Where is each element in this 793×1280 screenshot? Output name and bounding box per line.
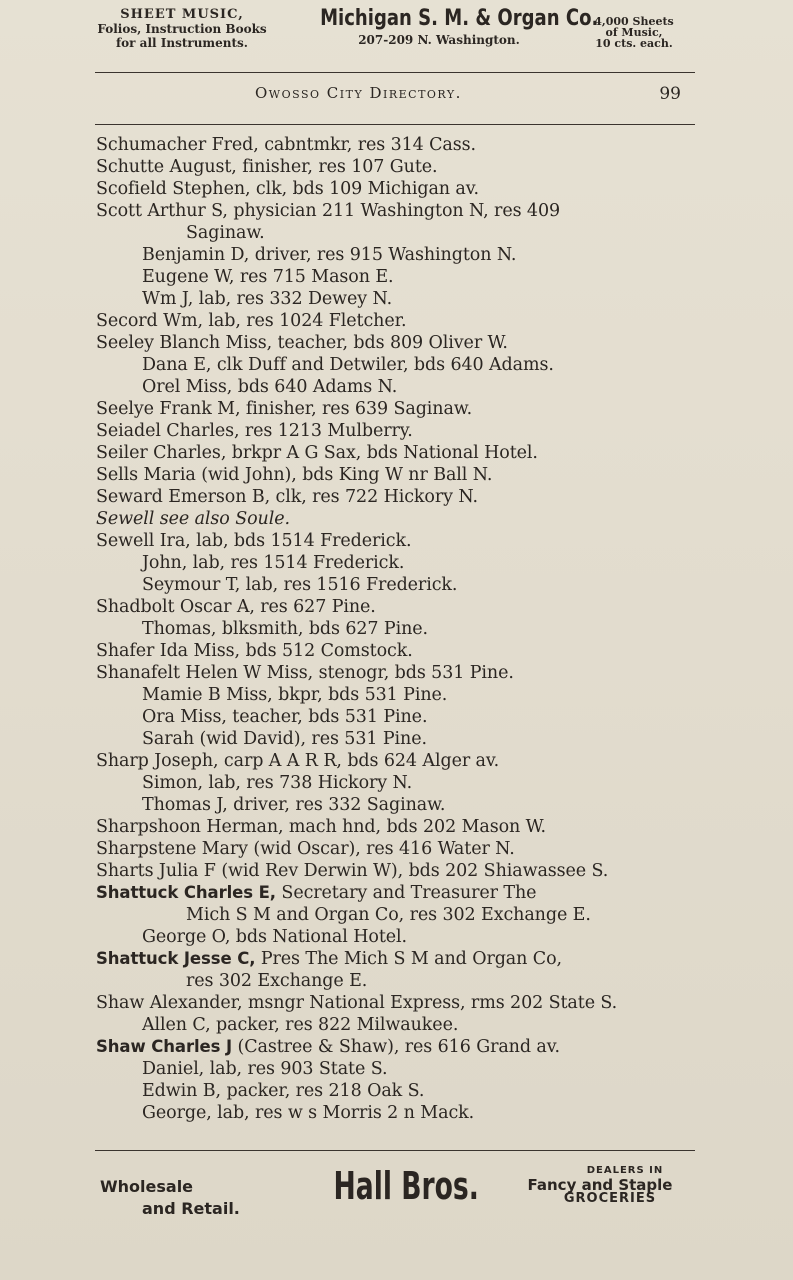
directory-entry: Benjamin D, driver, res 915 Washington N. <box>142 245 517 265</box>
directory-entry: Shadbolt Oscar A, res 627 Pine. <box>96 597 376 617</box>
directory-entry: Seymour T, lab, res 1516 Frederick. <box>142 575 458 595</box>
footer-ad-right <box>500 1164 700 1206</box>
directory-entry: Edwin B, packer, res 218 Oak S. <box>142 1081 425 1101</box>
page-number: 99 <box>659 84 681 104</box>
directory-entry: Schutte August, finisher, res 107 Gute. <box>96 157 438 177</box>
running-head-rule <box>95 124 695 125</box>
entry-bold-name: Shaw Charles J <box>96 1037 233 1056</box>
directory-entry: Wm J, lab, res 332 Dewey N. <box>142 289 393 309</box>
directory-entry: George O, bds National Hotel. <box>142 927 407 947</box>
directory-entries <box>96 134 696 1124</box>
directory-entry: Saginaw. <box>186 223 265 243</box>
directory-entry: Thomas J, driver, res 332 Saginaw. <box>142 795 446 815</box>
directory-entry: Mich S M and Organ Co, res 302 Exchange E. <box>186 905 591 925</box>
entry-bold-name: Shattuck Jesse C, <box>96 949 256 968</box>
directory-entry: Thomas, blksmith, bds 627 Pine. <box>142 619 428 639</box>
directory-entry: Seiadel Charles, res 1213 Mulberry. <box>96 421 413 441</box>
directory-entry: Scofield Stephen, clk, bds 109 Michigan av. <box>96 179 479 199</box>
directory-entry: Shanafelt Helen W Miss, stenogr, bds 531 Pine. <box>96 663 514 683</box>
directory-entry: Seiler Charles, brkpr A G Sax, bds National Hotel. <box>96 443 538 463</box>
directory-entry: George, lab, res w s Morris 2 n Mack. <box>142 1103 475 1123</box>
directory-entry: Shaw Alexander, msngr National Express, rms 202 State S. <box>96 993 618 1013</box>
directory-entry <box>96 1036 696 1058</box>
directory-entry: Daniel, lab, res 903 State S. <box>142 1059 388 1079</box>
directory-entry: Ora Miss, teacher, bds 531 Pine. <box>142 707 428 727</box>
running-head <box>95 80 685 106</box>
header-ad-right-line3: 10 cts. each. <box>595 37 673 50</box>
entry-bold-name: Shattuck Charles E, <box>96 883 276 902</box>
footer-advertisement <box>0 1150 793 1240</box>
directory-entry: Mamie B Miss, bkpr, bds 531 Pine. <box>142 685 448 705</box>
directory-entry <box>96 948 696 970</box>
directory-entry: Scott Arthur S, physician 211 Washington N, res 409 <box>96 201 561 221</box>
directory-entry: Orel Miss, bds 640 Adams N. <box>142 377 398 397</box>
footer-ad-brand: Hall Bros. <box>333 1164 479 1208</box>
directory-entry: Dana E, clk Duff and Detwiler, bds 640 Adams. <box>142 355 554 375</box>
directory-entry: Schumacher Fred, cabntmkr, res 314 Cass. <box>96 135 476 155</box>
directory-entry: Eugene W, res 715 Mason E. <box>142 267 394 287</box>
entry-text: (Castree & Shaw), res 616 Grand av. <box>232 1037 560 1057</box>
header-ad-center <box>294 6 599 47</box>
entry-text: Secretary and Treasurer The <box>275 883 537 903</box>
directory-entry: Secord Wm, lab, res 1024 Fletcher. <box>96 311 407 331</box>
directory-entry: John, lab, res 1514 Frederick. <box>142 553 405 573</box>
directory-entry: Shafer Ida Miss, bds 512 Comstock. <box>96 641 413 661</box>
footer-ad-right-line3: GROCERIES <box>563 1191 657 1206</box>
header-ad-company-name: Michigan S. M. & Organ Co. <box>320 6 599 31</box>
directory-entry: Sharts Julia F (wid Rev Derwin W), bds 202 Shiawassee S. <box>96 861 609 881</box>
footer-ad-right-line2: Fancy and Staple <box>527 1176 673 1194</box>
footer-ad-left-line1: Wholesale <box>100 1177 194 1196</box>
header-advertisement <box>0 0 793 70</box>
directory-entry: Sewell see also Soule. <box>96 509 290 529</box>
directory-entry: Sarah (wid David), res 531 Pine. <box>142 729 427 749</box>
directory-entry: res 302 Exchange E. <box>186 971 368 991</box>
footer-ad-right-line1: DEALERS IN <box>586 1165 664 1176</box>
header-ad-right <box>584 16 684 49</box>
directory-entry: Allen C, packer, res 822 Milwaukee. <box>142 1015 459 1035</box>
directory-entry: Sharp Joseph, carp A A R R, bds 624 Alger av. <box>96 751 500 771</box>
directory-entry: Seelye Frank M, finisher, res 639 Saginaw. <box>96 399 473 419</box>
header-ad-address: 207-209 N. Washington. <box>358 33 520 47</box>
header-ad-left-line3: for all Instruments. <box>116 36 248 50</box>
header-ad-left <box>82 8 282 50</box>
entry-text: Pres The Mich S M and Organ Co, <box>255 949 562 969</box>
header-ad-left-line1: SHEET MUSIC, <box>120 7 244 22</box>
footer-ad-left <box>100 1176 300 1220</box>
header-rule <box>95 72 695 73</box>
header-ad-right-line2: of Music, <box>605 26 663 39</box>
directory-entry: Seward Emerson B, clk, res 722 Hickory N. <box>96 487 478 507</box>
directory-entry: Sells Maria (wid John), bds King W nr Ball N. <box>96 465 493 485</box>
header-ad-right-line1: 4,000 Sheets <box>594 15 674 28</box>
header-ad-left-line2: Folios, Instruction Books <box>97 22 267 36</box>
directory-entry <box>96 882 696 904</box>
directory-entry: Seeley Blanch Miss, teacher, bds 809 Oliver W. <box>96 333 508 353</box>
directory-entry: Sharpstene Mary (wid Oscar), res 416 Water N. <box>96 839 515 859</box>
footer-ad-left-line2: and Retail. <box>142 1199 240 1218</box>
directory-entry: Sewell Ira, lab, bds 1514 Frederick. <box>96 531 412 551</box>
directory-entry: Sharpshoon Herman, mach hnd, bds 202 Mason W. <box>96 817 546 837</box>
directory-entry: Simon, lab, res 738 Hickory N. <box>142 773 413 793</box>
running-head-title: Owosso City Directory. <box>255 84 462 102</box>
